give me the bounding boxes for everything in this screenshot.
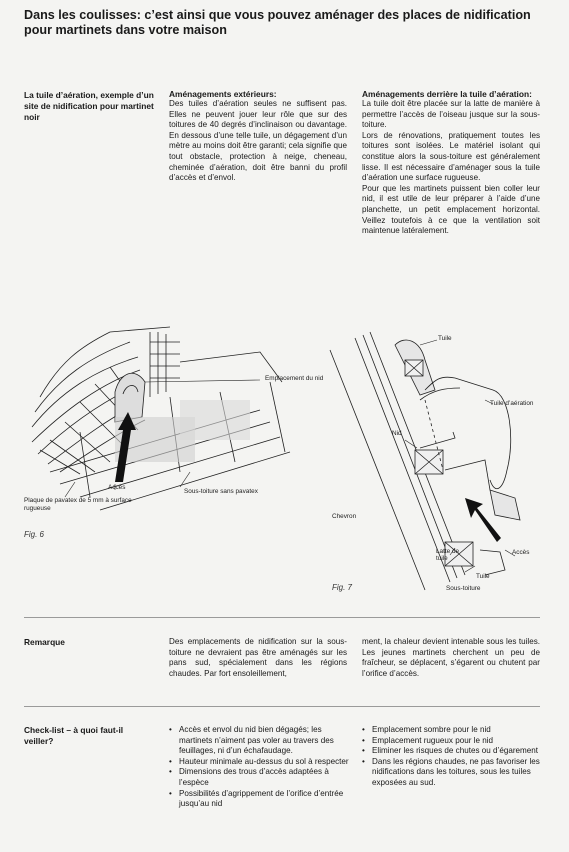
fig6-label-acces: Accès bbox=[108, 484, 126, 491]
fig6-label-emplacement: Emplacement du nid bbox=[265, 375, 324, 382]
remarque-text-col1: Des emplacements de nidification sur la sous-toiture ne devraient pas être aménagés sur les pans sud, spécialement dans les régions chaudes. Par fort ensoleillement, bbox=[169, 637, 347, 678]
text-exterieur: Des tuiles d’aération seules ne suffisent pas. Elles ne peuvent jouer leur rôle que sur des toitures de 40 degrés d’inclinaison ou davantage. En dessous d’une telle tuile, un dégagement d’un mètre au moins doit être garanti; cela signifie que tout obstacle, protection à neige, cheneau, cheminée d’aération, doit être banni du profil d’accès et d’envol. bbox=[169, 99, 347, 183]
page-title: Dans les coulisses: c’est ainsi que vous pouvez aménager des places de nidification pour martinets dans votre maison bbox=[24, 8, 531, 37]
fig7-label-latte: Latte de tuile bbox=[436, 548, 460, 562]
heading-derriere: Aménagements derrière la tuile d’aération: bbox=[362, 89, 532, 99]
divider-remarque bbox=[24, 617, 540, 618]
text-derriere-p3: Pour que les martinets puissent bien coller leur nid, il est utile de leur préparer à l’aide d’une planchette, un petit emplacement horizontal. Veillez toutefois à ce que la ventilation soit maintenue latéralement. bbox=[362, 183, 540, 236]
column-derriere bbox=[362, 89, 540, 237]
side-label-remarque: Remarque bbox=[24, 637, 65, 647]
checklist-item: • Emplacement rugueux pour le nid bbox=[362, 736, 542, 747]
fig7-label-chevron: Chevron bbox=[332, 513, 357, 520]
fig6-caption: Fig. 6 bbox=[24, 530, 45, 539]
heading-exterieur: Aménagements extérieurs: bbox=[169, 89, 277, 99]
checklist-item: • Dans les régions chaudes, ne pas favoriser les nidifications dans les toitures, sous les tuiles exposées au sud. bbox=[362, 757, 542, 789]
fig7-label-soustoiture: Sous-toiture bbox=[446, 585, 481, 592]
side-label-checklist: Check-list – à quoi faut-il veiller? bbox=[24, 725, 124, 746]
fig7-caption: Fig. 7 bbox=[332, 583, 353, 592]
checklist-col2 bbox=[362, 725, 542, 789]
checklist-item: • Dimensions des trous d’accès adaptées à l’espèce bbox=[169, 767, 349, 788]
column-exterieur bbox=[169, 89, 347, 184]
divider-checklist bbox=[24, 706, 540, 707]
fig6-label-soustoiture: Sous-toiture sans pavatex bbox=[184, 488, 258, 495]
text-derriere-p2: Lors de rénovations, pratiquement toutes les toitures sont isolées. Le matériel isolant qui constitue alors la sous-toiture est généralement lisse. Il est nécessaire d’aménager sous la tuile d’aération une surface rugueuse. bbox=[362, 130, 540, 183]
text-derriere-p1: La tuile doit être placée sur la latte de manière à permettre l’accès de l’oiseau jusque sur la sous-toiture. bbox=[362, 99, 540, 130]
fig7-label-nid: Nid bbox=[392, 430, 402, 437]
checklist-col1 bbox=[169, 725, 349, 810]
checklist-item: • Eliminer les risques de chutes ou d’égarement bbox=[362, 746, 542, 757]
checklist-item: • Emplacement sombre pour le nid bbox=[362, 725, 542, 736]
fig7-label-tuile-aeration: Tuile d’aération bbox=[490, 400, 534, 407]
remarque-text-col2: ment, la chaleur devient intenable sous les tuiles. Les jeunes martinets cherchent un peu de fraîcheur, se déplacent, s’égarent ou chutent par l’orifice d’accès. bbox=[362, 637, 540, 678]
checklist-item: • Hauteur minimale au-dessus du sol à respecter bbox=[169, 757, 349, 768]
fig6-label-plaque: Plaque de pavatex de 5 mm à surface rugueuse bbox=[24, 497, 132, 512]
side-label-tuile: La tuile d’aération, exemple d’un site de nidification pour martinet noir bbox=[24, 90, 154, 122]
fig7-label-tuile-bas: Tuile bbox=[476, 573, 490, 580]
checklist-item: • Accès et envol du nid bien dégagés; les martinets n’aiment pas voler au travers des feuillages, ni d’un échafaudage. bbox=[169, 725, 349, 757]
fig7-label-tuile: Tuile bbox=[438, 335, 452, 342]
checklist-item: • Possibilités d’agrippement de l’orifice d’entrée jusqu’au nid bbox=[169, 789, 349, 810]
fig7-label-acces: Accès bbox=[512, 549, 530, 556]
